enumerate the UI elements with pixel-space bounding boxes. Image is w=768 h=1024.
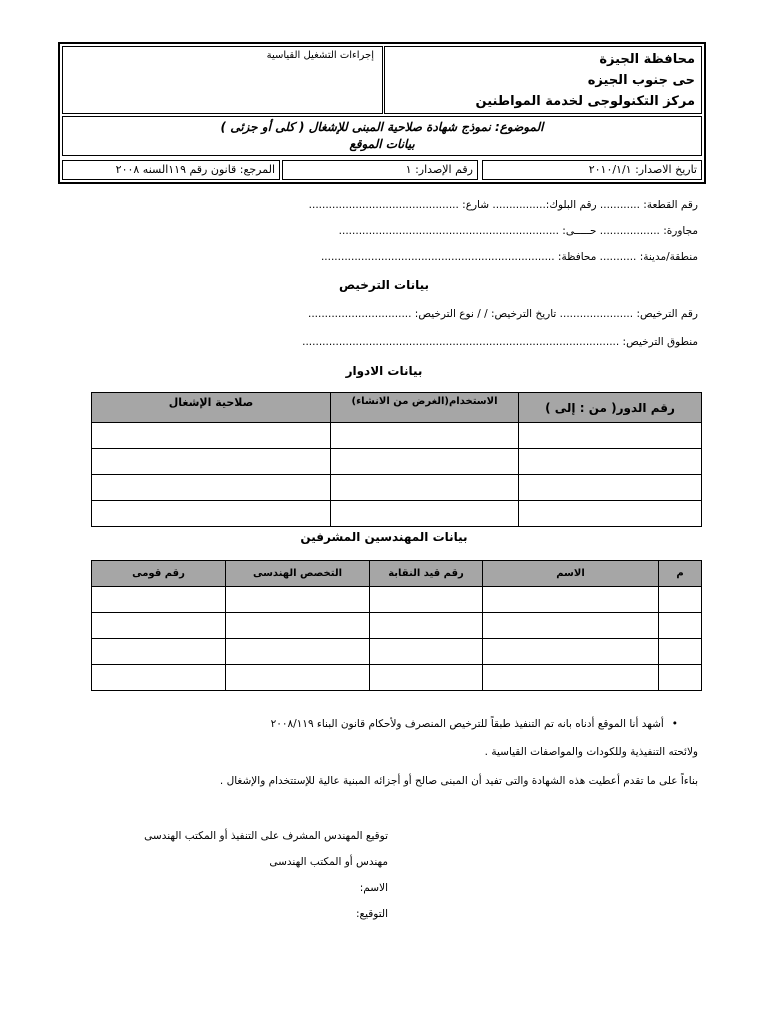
engineers-title: بيانات المهندسين المشرفين — [300, 530, 468, 544]
table-cell[interactable] — [519, 423, 702, 449]
signature-name-label: الاسم: — [359, 882, 388, 894]
procedures-box — [62, 46, 383, 114]
issue-number-box — [282, 160, 478, 180]
table-cell[interactable] — [659, 639, 702, 665]
table-cell[interactable] — [92, 475, 331, 501]
issue-date-box — [482, 160, 702, 180]
table-row — [92, 423, 702, 449]
engineers-table — [91, 560, 702, 691]
site-line3: منطقة/مدينة: ........... محافظة: ...................................................................... — [320, 251, 698, 263]
declaration-line3: بناءاً على ما تقدم أعطيت هذه الشهادة والتى تفيد أن المبنى صالح أو أجزائه المبنية عالية للإستتخدام والإشغال . — [219, 775, 698, 787]
table-row — [92, 587, 702, 613]
subject-title: الموضوع: نموذج شهادة صلاحية المبنى للإشغال ( كلى أو جزئى ) — [220, 120, 544, 134]
floors-header-usage: الاستخدام(الغرض من الانشاء) — [331, 393, 519, 423]
table-row — [92, 639, 702, 665]
table-cell[interactable] — [331, 449, 519, 475]
table-cell[interactable] — [92, 501, 331, 527]
table-cell[interactable] — [331, 475, 519, 501]
site-data-title: بيانات الموقع — [349, 137, 415, 151]
table-cell[interactable] — [519, 501, 702, 527]
engineers-header-index: م — [659, 561, 702, 587]
declaration-text1: أشهد أنا الموقع أدناه بانه تم التنفيذ طبقاً للترخيص المنصرف ولأحكام قانون البناء ٢٠٠٨/١١٩ — [270, 718, 664, 730]
table-cell[interactable] — [226, 639, 370, 665]
engineers-header-national-id: رقم قومى — [92, 561, 226, 587]
table-cell[interactable] — [226, 613, 370, 639]
floors-header-validity: صلاحية الإشغال — [92, 393, 331, 423]
table-cell[interactable] — [483, 613, 659, 639]
table-cell[interactable] — [659, 613, 702, 639]
license-title: بيانات الترخيص — [338, 278, 430, 292]
gov-line2: حى جنوب الجيزه — [587, 73, 695, 88]
table-cell[interactable] — [370, 613, 483, 639]
table-cell[interactable] — [370, 587, 483, 613]
issue-number: رقم الإصدار: ١ — [405, 163, 473, 176]
table-cell[interactable] — [483, 665, 659, 691]
table-cell[interactable] — [519, 449, 702, 475]
gov-line3: مركز التكنولوجى لخدمة المواطنين — [475, 94, 695, 109]
reference-box — [62, 160, 280, 180]
floors-title: بيانات الادوار — [345, 364, 423, 378]
table-cell[interactable] — [92, 665, 226, 691]
table-cell[interactable] — [331, 501, 519, 527]
gov-line1: محافظة الجيزة — [599, 52, 695, 67]
header-frame — [58, 42, 706, 184]
table-cell[interactable] — [331, 423, 519, 449]
license-line1: رقم الترخيص: ...................... تاريخ الترخيص: / / نوع الترخيص: ............................... — [307, 308, 698, 320]
table-row — [92, 449, 702, 475]
table-row — [92, 501, 702, 527]
engineers-header-syndicate: رقم قيد النقابة — [370, 561, 483, 587]
license-line2: منطوق الترخيص: ............................................................................................... — [302, 336, 698, 348]
table-row — [92, 665, 702, 691]
table-row — [92, 613, 702, 639]
table-cell[interactable] — [370, 639, 483, 665]
table-cell[interactable] — [659, 665, 702, 691]
issue-date: تاريخ الاصدار: ٢٠١٠/١/١ — [588, 163, 697, 176]
table-cell[interactable] — [483, 639, 659, 665]
reference: المرجع: قانون رقم ١١٩السنه ٢٠٠٨ — [115, 163, 275, 176]
table-cell[interactable] — [92, 449, 331, 475]
declaration-line1 — [271, 718, 678, 730]
floors-header-floor: رقم الدور( من : إلى ) — [519, 393, 702, 423]
signature-line2: مهندس أو المكتب الهندسى — [269, 856, 388, 868]
bullet-icon: • — [671, 718, 678, 730]
engineers-header-name: الاسم — [483, 561, 659, 587]
procedures-label: إجراءات التشغيل القياسية — [266, 50, 374, 61]
table-cell[interactable] — [483, 587, 659, 613]
engineers-header-specialty: التخصص الهندسى — [226, 561, 370, 587]
declaration-line2: ولائحته التنفيذية وللكودات والمواصفات القياسية . — [484, 746, 698, 758]
table-row — [92, 475, 702, 501]
signature-sign-label: التوقيع: — [355, 908, 388, 920]
table-cell[interactable] — [370, 665, 483, 691]
table-cell[interactable] — [92, 423, 331, 449]
table-cell[interactable] — [659, 587, 702, 613]
table-cell[interactable] — [92, 587, 226, 613]
table-cell[interactable] — [519, 475, 702, 501]
site-line1: رقم القطعة: ............ رقم البلوك:................ شارع: ............................................. — [308, 199, 698, 211]
signature-line1: توقيع المهندس المشرف على التنفيذ أو المكتب الهندسى — [144, 830, 388, 842]
table-cell[interactable] — [92, 639, 226, 665]
subject-box — [62, 116, 702, 156]
table-cell[interactable] — [226, 587, 370, 613]
governorate-box — [384, 46, 702, 114]
table-cell[interactable] — [92, 613, 226, 639]
site-line2: مجاورة: .................. حـــــى: .................................................................. — [338, 225, 698, 237]
floors-table — [91, 392, 702, 527]
table-cell[interactable] — [226, 665, 370, 691]
